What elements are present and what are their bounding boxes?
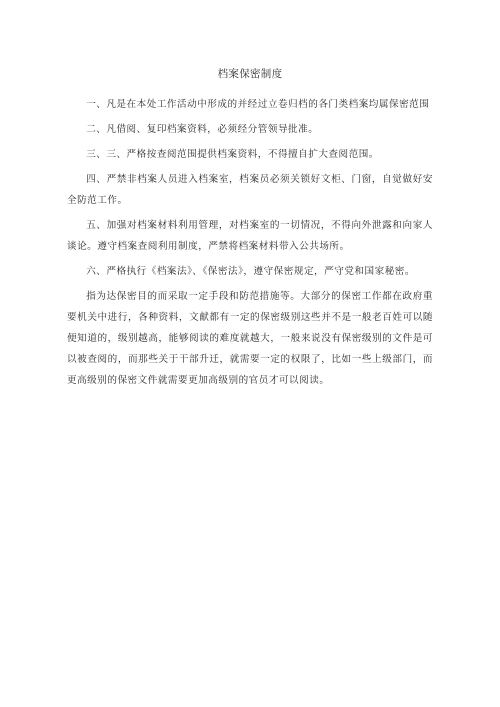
document-title: 档案保密制度 (217, 68, 283, 80)
paragraph-4: 四、严禁非档案人员进入档案室，档案员必须关锁好文柜、门窗，自觉做好安全防范工作。 (67, 174, 433, 206)
paragraph-1: 一、凡是在本处工作活动中形成的并经过立卷归档的各门类档案均属保密范围 (86, 99, 430, 110)
paragraph-2: 二、凡借阅、复印档案资料，必须经分管领导批准。 (86, 124, 319, 135)
paragraph-6: 六、严格执行《档案法》、《保密法》，遵守保密规定，严守党和国家秘密。 (86, 266, 415, 277)
paragraph-7: 指为达保密目的而采取一定手段和防范措施等。大部分的保密工作都在政府重要机关中进行，各种资料，文献都有一定的保密级别这些并不是一般老百姓可以随便知道的，级别越高，能够阅读的难度就越大，一般来说没有保密级别的文件是可以被查阅的，而那些关于干部升迁，就需要一定的权限了，比如一些上级部门，而更高级别的保密文件就需要更加高级别的官员才可以阅读。 (67, 291, 433, 386)
paragraph-5: 五、加强对档案材料利用管理，对档案室的一切情况，不得向外泄露和向家人谈论。遵守档案查阅利用制度，严禁将档案材料带入公共场所。 (67, 220, 433, 252)
paragraph-3: 三、三、严格按查阅范围提供档案资料，不得擅自扩大查阅范围。 (86, 149, 379, 160)
